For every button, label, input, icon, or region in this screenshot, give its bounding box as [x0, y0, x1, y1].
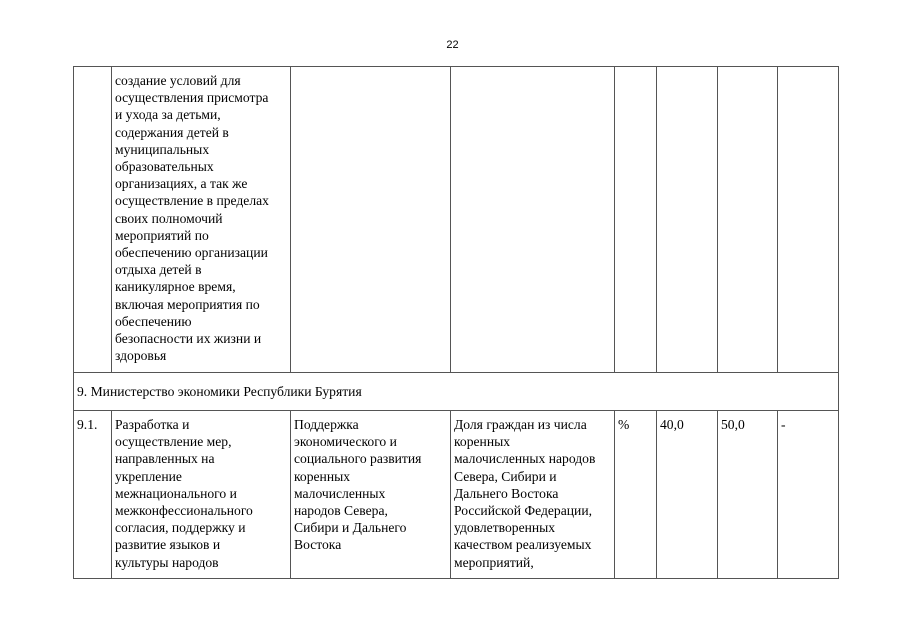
value-3-text: -: [781, 417, 786, 432]
table-cell-number: [74, 411, 112, 579]
table-row-section-heading: [74, 373, 839, 411]
table-cell-value-2: [718, 67, 778, 373]
table-cell-measure: [112, 67, 291, 373]
section-heading: 9. Министерство экономики Республики Бурятия: [74, 373, 839, 411]
table-cell-value-3: [778, 411, 839, 579]
page-number: 22: [446, 39, 459, 51]
measure-text: создание условий для осуществления присмотра и ухода за детьми, содержания детей в муниципальных образовательных организациях, а так же осуществление в пределах своих полномочий мероприятий по обеспечению организации отдыха детей в каникулярное время, включая мероприятия по обеспечению безопасности их жизни и здоровья: [115, 73, 269, 364]
table-cell-unit: [615, 67, 657, 373]
table-cell-goal: [291, 67, 451, 373]
indicator-text: Доля граждан из числа коренных малочисленных народов Севера, Сибири и Дальнего Востока Российской Федерации, удовлетворенных качеством реализуемых мероприятий,: [454, 417, 596, 570]
goal-text: Поддержка экономического и социального развития коренных малочисленных народов Севера, Сибири и Дальнего Востока: [294, 417, 422, 553]
document-table: [73, 66, 839, 579]
table-cell-indicator: [451, 67, 615, 373]
table-row-continuation: [74, 67, 839, 373]
table-cell-number: [74, 67, 112, 373]
table-cell-goal: [291, 411, 451, 579]
table-cell-value-2: [718, 411, 778, 579]
value-2-text: 50,0: [721, 417, 745, 432]
unit-text: %: [618, 417, 630, 432]
table-cell-value-1: [657, 411, 718, 579]
table-cell-value-1: [657, 67, 718, 373]
table-cell-unit: [615, 411, 657, 579]
row-number: 9.1.: [77, 417, 98, 432]
table-row-9-1: [74, 411, 839, 579]
table-cell-value-3: [778, 67, 839, 373]
table-cell-indicator: [451, 411, 615, 579]
measure-text: Разработка и осуществление мер, направленных на укрепление межнационального и межконфессионального согласия, поддержку и развитие языков и культуры народов: [115, 417, 253, 570]
value-1-text: 40,0: [660, 417, 684, 432]
table-cell-measure: [112, 411, 291, 579]
